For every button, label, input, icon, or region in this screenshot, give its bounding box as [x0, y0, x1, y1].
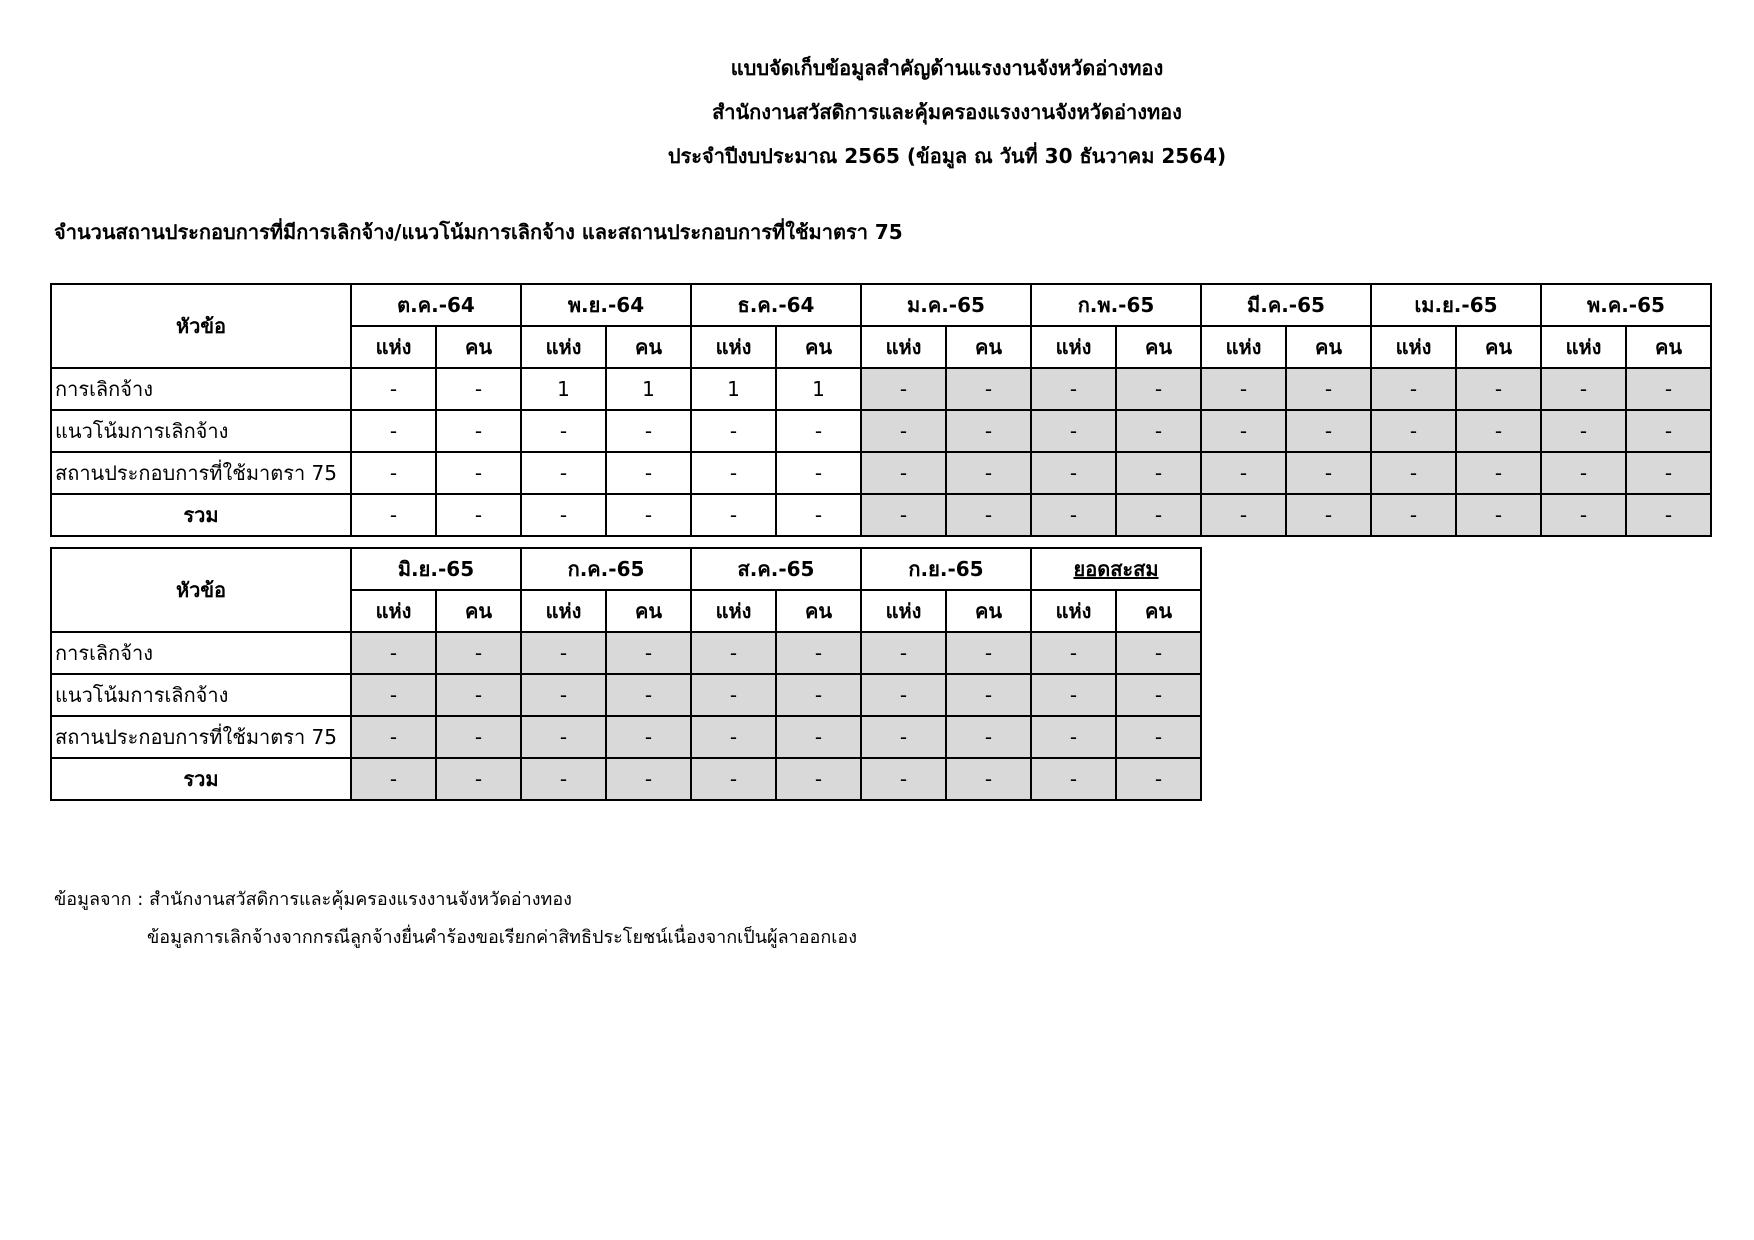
value-cell: - [946, 410, 1031, 452]
value-cell: - [1031, 452, 1116, 494]
value-cell: - [1116, 368, 1201, 410]
value-cell: - [946, 494, 1031, 536]
month-header: ม.ค.-65 [861, 284, 1031, 326]
value-cell: - [1031, 368, 1116, 410]
value-cell: - [521, 632, 606, 674]
value-cell: - [606, 452, 691, 494]
value-cell: - [1031, 494, 1116, 536]
value-cell: - [861, 674, 946, 716]
value-cell: - [946, 758, 1031, 800]
unit-persons: คน [946, 326, 1031, 368]
value-cell: - [521, 758, 606, 800]
value-cell: - [861, 632, 946, 674]
value-cell: - [436, 368, 521, 410]
table-subheading: จำนวนสถานประกอบการที่มีการเลิกจ้าง/แนวโน้มการเลิกจ้าง และสถานประกอบการที่ใช้มาตรา 75 [54, 220, 903, 244]
unit-persons: คน [1456, 326, 1541, 368]
value-cell: - [606, 632, 691, 674]
topic-header: หัวข้อ [51, 284, 351, 368]
unit-persons: คน [776, 326, 861, 368]
unit-places: แห่ง [861, 590, 946, 632]
value-cell: - [946, 674, 1031, 716]
value-cell: 1 [691, 368, 776, 410]
value-cell: - [1116, 452, 1201, 494]
value-cell: - [1456, 368, 1541, 410]
month-header: ธ.ค.-64 [691, 284, 861, 326]
value-cell: - [1116, 632, 1201, 674]
unit-places: แห่ง [521, 326, 606, 368]
value-cell: - [1116, 494, 1201, 536]
value-cell: - [436, 494, 521, 536]
value-cell: - [1541, 494, 1626, 536]
value-cell: - [1286, 368, 1371, 410]
month-header: ต.ค.-64 [351, 284, 521, 326]
value-cell: - [606, 410, 691, 452]
month-header: ก.พ.-65 [1031, 284, 1201, 326]
value-cell: - [606, 674, 691, 716]
value-cell: - [1116, 758, 1201, 800]
unit-persons: คน [436, 590, 521, 632]
row-label: แนวโน้มการเลิกจ้าง [51, 410, 351, 452]
value-cell: - [1031, 632, 1116, 674]
value-cell: - [691, 494, 776, 536]
value-cell: - [691, 410, 776, 452]
value-cell: - [861, 410, 946, 452]
value-cell: - [351, 716, 436, 758]
value-cell: - [1031, 716, 1116, 758]
unit-persons: คน [1626, 326, 1711, 368]
table-row [51, 452, 1711, 494]
value-cell: - [861, 368, 946, 410]
value-cell: - [1371, 452, 1456, 494]
month-header: ก.ค.-65 [521, 548, 691, 590]
table-row [51, 410, 1711, 452]
unit-places: แห่ง [1031, 590, 1116, 632]
value-cell: - [606, 716, 691, 758]
source-note-detail: ข้อมูลการเลิกจ้างจากกรณีลูกจ้างยื่นคำร้องขอเรียกค่าสิทธิประโยชน์เนื่องจากเป็นผู้ลาออกเอง [147, 927, 857, 948]
value-cell: - [1626, 452, 1711, 494]
value-cell: - [351, 410, 436, 452]
value-cell: - [691, 632, 776, 674]
value-cell: - [1201, 368, 1286, 410]
title-line-2: สำนักงานสวัสดิการและคุ้มครองแรงงานจังหวัดอ่างทอง [712, 100, 1182, 124]
table-row [51, 674, 1201, 716]
value-cell: - [1541, 410, 1626, 452]
value-cell: - [1116, 716, 1201, 758]
value-cell: - [436, 452, 521, 494]
value-cell: - [1201, 410, 1286, 452]
table-row [51, 716, 1201, 758]
value-cell: - [1116, 674, 1201, 716]
value-cell: - [521, 452, 606, 494]
value-cell: - [691, 674, 776, 716]
value-cell: - [1201, 494, 1286, 536]
value-cell: - [776, 758, 861, 800]
unit-persons: คน [606, 326, 691, 368]
value-cell: - [691, 716, 776, 758]
unit-places: แห่ง [351, 590, 436, 632]
total-label: รวม [51, 494, 351, 536]
unit-places: แห่ง [351, 326, 436, 368]
value-cell: - [351, 674, 436, 716]
value-cell: - [1541, 452, 1626, 494]
value-cell: - [776, 452, 861, 494]
unit-places: แห่ง [1541, 326, 1626, 368]
value-cell: - [351, 452, 436, 494]
value-cell: - [1626, 410, 1711, 452]
value-cell: - [861, 494, 946, 536]
value-cell: - [1371, 494, 1456, 536]
value-cell: - [521, 716, 606, 758]
value-cell: - [1286, 410, 1371, 452]
document-titles [0, 46, 1754, 178]
month-header: พ.ค.-65 [1541, 284, 1711, 326]
unit-persons: คน [776, 590, 861, 632]
value-cell: - [436, 632, 521, 674]
value-cell: 1 [606, 368, 691, 410]
value-cell: - [776, 632, 861, 674]
value-cell: - [351, 494, 436, 536]
value-cell: - [776, 716, 861, 758]
month-header: ก.ย.-65 [861, 548, 1031, 590]
value-cell: - [946, 716, 1031, 758]
value-cell: - [861, 452, 946, 494]
value-cell: - [776, 494, 861, 536]
value-cell: - [436, 716, 521, 758]
value-cell: 1 [521, 368, 606, 410]
month-header: เม.ย.-65 [1371, 284, 1541, 326]
unit-places: แห่ง [1201, 326, 1286, 368]
value-cell: - [606, 758, 691, 800]
row-label: สถานประกอบการที่ใช้มาตรา 75 [51, 452, 351, 494]
value-cell: - [1371, 368, 1456, 410]
monthly-table-2 [50, 547, 1202, 801]
value-cell: - [1201, 452, 1286, 494]
value-cell: - [1031, 674, 1116, 716]
unit-persons: คน [436, 326, 521, 368]
value-cell: - [1031, 410, 1116, 452]
unit-persons: คน [946, 590, 1031, 632]
unit-persons: คน [1116, 326, 1201, 368]
value-cell: - [436, 410, 521, 452]
value-cell: - [521, 410, 606, 452]
month-header: มิ.ย.-65 [351, 548, 521, 590]
unit-places: แห่ง [691, 590, 776, 632]
value-cell: - [1456, 410, 1541, 452]
value-cell: - [1286, 452, 1371, 494]
topic-header: หัวข้อ [51, 548, 351, 632]
row-label: สถานประกอบการที่ใช้มาตรา 75 [51, 716, 351, 758]
month-header: พ.ย.-64 [521, 284, 691, 326]
value-cell: - [691, 758, 776, 800]
source-note: ข้อมูลจาก : สำนักงานสวัสดิการและคุ้มครองแรงงานจังหวัดอ่างทอง [54, 889, 572, 910]
unit-persons: คน [1286, 326, 1371, 368]
value-cell: - [946, 368, 1031, 410]
title-line-1: แบบจัดเก็บข้อมูลสำคัญด้านแรงงานจังหวัดอ่างทอง [730, 56, 1164, 80]
unit-places: แห่ง [521, 590, 606, 632]
value-cell: - [1456, 452, 1541, 494]
row-label: แนวโน้มการเลิกจ้าง [51, 674, 351, 716]
value-cell: - [351, 632, 436, 674]
value-cell: - [521, 674, 606, 716]
value-cell: - [946, 632, 1031, 674]
unit-places: แห่ง [1031, 326, 1116, 368]
value-cell: - [1286, 494, 1371, 536]
table-row [51, 368, 1711, 410]
table-row-total [51, 758, 1201, 800]
value-cell: - [1541, 368, 1626, 410]
value-cell: 1 [776, 368, 861, 410]
value-cell: - [1456, 494, 1541, 536]
row-label: การเลิกจ้าง [51, 368, 351, 410]
unit-persons: คน [606, 590, 691, 632]
total-label: รวม [51, 758, 351, 800]
value-cell: - [1371, 410, 1456, 452]
row-label: การเลิกจ้าง [51, 632, 351, 674]
value-cell: - [861, 716, 946, 758]
value-cell: - [691, 452, 776, 494]
value-cell: - [1116, 410, 1201, 452]
value-cell: - [946, 452, 1031, 494]
monthly-table-1 [50, 283, 1712, 537]
value-cell: - [1626, 368, 1711, 410]
month-header: มี.ค.-65 [1201, 284, 1371, 326]
month-header: ส.ค.-65 [691, 548, 861, 590]
value-cell: - [861, 758, 946, 800]
value-cell: - [1626, 494, 1711, 536]
value-cell: - [436, 758, 521, 800]
cumulative-label: ยอดสะสม [1073, 557, 1159, 581]
cumulative-header [1031, 548, 1201, 590]
value-cell: - [521, 494, 606, 536]
unit-places: แห่ง [861, 326, 946, 368]
value-cell: - [776, 410, 861, 452]
value-cell: - [436, 674, 521, 716]
value-cell: - [351, 758, 436, 800]
table-row [51, 632, 1201, 674]
value-cell: - [351, 368, 436, 410]
title-line-3: ประจำปีงบประมาณ 2565 (ข้อมูล ณ วันที่ 30 ธันวาคม 2564) [667, 144, 1227, 168]
unit-places: แห่ง [1371, 326, 1456, 368]
value-cell: - [606, 494, 691, 536]
unit-places: แห่ง [691, 326, 776, 368]
value-cell: - [776, 674, 861, 716]
table-row-total [51, 494, 1711, 536]
unit-persons: คน [1116, 590, 1201, 632]
value-cell: - [1031, 758, 1116, 800]
